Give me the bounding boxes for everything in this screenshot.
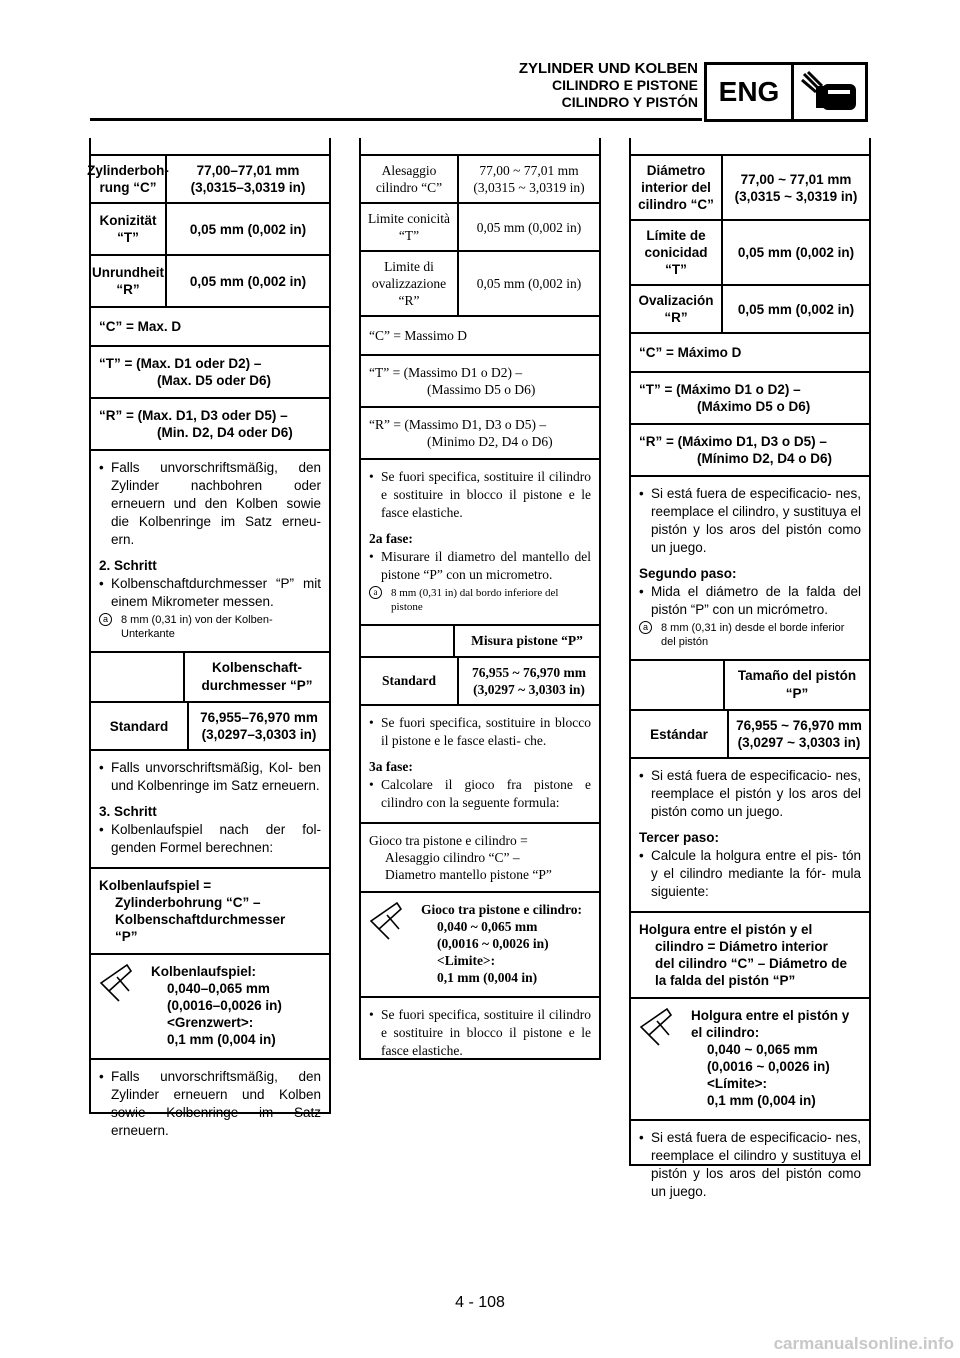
note-marker: a (99, 613, 112, 626)
formula-t: “T” = (Massimo D1 o D2) – (Massimo D5 o D6) (361, 356, 599, 408)
spec-label: Ovalización “R” (631, 286, 723, 332)
instructions-block (361, 706, 599, 824)
instructions-block (361, 460, 599, 626)
spec-row-taper (91, 204, 329, 256)
instructions-block (631, 759, 869, 913)
piston-size-table (631, 661, 869, 759)
limit-title: Gioco tra pistone e cilindro: (421, 902, 582, 917)
limit-title: Kolbenlaufspiel: (151, 964, 257, 979)
header-rule (90, 118, 702, 121)
list-item: • Si está fuera de especificacio- nes, reemplace el cilindro, y sustituya el pistón y los aros del pistón como un juego. (639, 486, 861, 555)
table-header: Kolbenschaft- durchmesser “P” (201, 660, 313, 693)
watermark: carmanualsonline.info (773, 1334, 954, 1353)
formula-c: “C” = Max. D (91, 308, 329, 347)
instructions-block (631, 1121, 869, 1211)
list-item: • Falls unvorschriftsmäßig, Kol- ben und Kolbenringe im Satz erneuern. (99, 760, 321, 793)
spec-value: 0,05 mm (0,002 in) (737, 245, 855, 260)
spec-label: Unrundheit “R” (91, 256, 167, 306)
spec-label: Alesaggio cilindro “C” (361, 156, 459, 202)
column-german (87, 138, 331, 1138)
list-item: • Calcule la holgura entre el pis- tón y el cilindro mediante la fór- mula siguiente: (639, 848, 861, 899)
caliper-icon (631, 999, 687, 1119)
spec-value: 0,05 mm (0,002 in) (476, 219, 582, 235)
note: a 8 mm (0,31 in) dal bordo inferiore del pistone (369, 586, 591, 614)
step-heading: 2. Schritt (99, 558, 157, 573)
note-marker: a (639, 621, 652, 634)
spec-label: Zylinderboh- rung “C” (91, 156, 167, 202)
piston-size-table (361, 626, 599, 706)
table-cell: 76,955 ~ 76,970 mm (3,0297 ~ 3,0303 in) (472, 665, 586, 697)
formula-t: “T” = (Max. D1 oder D2) – (Max. D5 oder D6) (91, 347, 329, 399)
list-item: • Si está fuera de especificacio- nes, reemplace el pistón y los aros del pistón como un juego. (639, 768, 861, 819)
spec-row-bore (631, 156, 869, 221)
list-item: • Se fuori specifica, sostituire in blocco il pistone e le fasce elasti- che. (369, 715, 591, 748)
formula-c: “C” = Máximo D (631, 334, 869, 373)
list-item: • Se fuori specifica, sostituire il cilindro e sostituire in blocco il pistone e le fasce elastiche. (369, 1007, 591, 1058)
table-cell: 76,955–76,970 mm (3,0297–3,0303 in) (200, 710, 318, 742)
formula-r: “R” = (Max. D1, D3 oder D5) – (Min. D2, D4 oder D6) (91, 399, 329, 451)
instructions-block (91, 751, 329, 869)
column-italian (359, 138, 601, 1060)
header-title-it: CILINDRO E PISTONE (552, 77, 698, 93)
table-cell: 76,955 ~ 76,970 mm (3,0297 ~ 3,0303 in) (736, 718, 862, 750)
formula-t: “T” = (Máximo D1 o D2) – (Máximo D5 o D6) (631, 373, 869, 425)
instructions-block (91, 1060, 329, 1150)
spec-label: Konizität “T” (91, 204, 167, 254)
list-item: • Si está fuera de especificacio- nes, reemplace el cilindro y sustituya el pistón y los aros del pistón como un juego. (639, 1130, 861, 1199)
spec-label: Limite conicità “T” (361, 204, 459, 250)
note-marker: a (369, 586, 382, 599)
note: a 8 mm (0,31 in) von der Kolben- Unterkante (99, 613, 321, 641)
spec-value: 77,00 ~ 77,01 mm (3,0315 ~ 3,0319 in) (734, 171, 858, 204)
list-item: • Kolbenlaufspiel nach der fol- genden Formel berechnen: (99, 822, 321, 855)
clearance-limit: Holgura entre el pistón y el cilindro: 0,040 ~ 0,065 mm (0,0016 ~ 0,0026 in) <Límite>: 0,1 mm (0,004 in) (631, 999, 869, 1121)
spec-row-out-of-round (631, 286, 869, 334)
list-item: • Se fuori specifica, sostituire il cilindro e sostituire in blocco il pistone e le fasce elastiche. (369, 469, 591, 520)
spec-row-out-of-round (91, 256, 329, 308)
piston-size-table (91, 653, 329, 751)
clearance-limit: Kolbenlaufspiel: 0,040–0,065 mm (0,0016–0,0026 in) <Grenzwert>: 0,1 mm (0,004 in) (91, 955, 329, 1060)
formula-r: “R” = (Máximo D1, D3 o D5) – (Mínimo D2, D4 o D6) (631, 425, 869, 477)
header-title-es: CILINDRO Y PISTÓN (561, 94, 698, 110)
formula-c: “C” = Massimo D (361, 317, 599, 356)
table-header: Misura pistone “P” (471, 633, 583, 648)
eng-badge (704, 62, 868, 122)
page-header-titles (519, 60, 698, 111)
spec-label: Diámetro interior del cilindro “C” (631, 156, 723, 219)
spray-can-icon (794, 65, 865, 119)
spec-row-out-of-round (361, 252, 599, 317)
table-header: Tamaño del pistón “P” (737, 668, 857, 701)
spec-value: 0,05 mm (0,002 in) (737, 301, 855, 317)
spec-value: 77,00–77,01 mm (3,0315–3,0319 in) (190, 163, 306, 195)
spec-value: 0,05 mm (0,002 in) (189, 273, 307, 289)
header-title-de: ZYLINDER UND KOLBEN (518, 60, 698, 77)
step-heading: Segundo paso: (639, 566, 737, 581)
clearance-formula: Holgura entre el pistón y el cilindro = Diámetro interior del cilindro “C” – Diámetro de la falda del pistón “P” (631, 913, 869, 999)
caliper-icon (361, 893, 417, 996)
instructions-block (361, 998, 599, 1070)
instructions-block (631, 477, 869, 661)
table-cell: Standard (361, 658, 459, 704)
spec-row-taper (361, 204, 599, 252)
spec-label: Limite di ovalizzazione “R” (361, 252, 459, 315)
spec-value: 0,05 mm (0,002 in) (189, 221, 307, 237)
list-item: • Kolbenschaftdurchmesser “P” mit einem Mikrometer messen. (99, 576, 321, 609)
list-item: • Mida el diámetro de la falda del pistón “P” con un micrómetro. (639, 584, 861, 617)
spec-value: 0,05 mm (0,002 in) (476, 276, 582, 291)
spec-row-bore (361, 156, 599, 204)
clearance-formula: Kolbenlaufspiel = Zylinderbohrung “C” – Kolbenschaftdurchmesser “P” (91, 869, 329, 955)
spec-value: 77,00 ~ 77,01 mm (3,0315 ~ 3,0319 in) (473, 163, 585, 195)
formula-r: “R” = (Massimo D1, D3 o D5) – (Minimo D2, D4 o D6) (361, 408, 599, 460)
list-item: • Falls unvorschriftsmäßig, den Zylinder erneuern und Kolben sowie Kolbenringe im Satz erneuern. (99, 1069, 321, 1138)
spec-row-bore (87, 156, 329, 204)
clearance-limit: Gioco tra pistone e cilindro: 0,040 ~ 0,065 mm (0,0016 ~ 0,0026 in) <Limite>: 0,1 mm (0,004 in) (361, 893, 599, 998)
note: a 8 mm (0,31 in) desde el borde inferior del pistón (639, 621, 861, 649)
step-heading: 3. Schritt (99, 804, 157, 819)
instructions-block (91, 451, 329, 653)
limit-title: Holgura entre el pistón y el cilindro: (691, 1008, 850, 1040)
column-spanish (629, 138, 871, 1199)
eng-badge-label: ENG (707, 65, 794, 119)
caliper-icon (91, 955, 147, 1058)
spec-label: Límite de conicidad “T” (631, 221, 723, 284)
spec-row-taper (631, 221, 869, 286)
clearance-formula: Gioco tra pistone e cilindro = Alesaggio cilindro “C” – Diametro mantello pistone “P” (361, 824, 599, 893)
page-number: 4 - 108 (455, 1294, 505, 1311)
step-heading: 2a fase: (369, 531, 413, 546)
step-heading: Tercer paso: (639, 830, 720, 845)
list-item: • Calcolare il gioco fra pistone e cilindro con la seguente formula: (369, 777, 591, 810)
table-cell: Estándar (631, 711, 729, 757)
step-heading: 3a fase: (369, 759, 413, 774)
list-item: • Falls unvorschriftsmäßig, den Zylinder nachbohren oder erneuern und den Kolben sowie die Kolbenringe im Satz erneu- ern. (99, 460, 321, 547)
table-cell: Standard (91, 703, 189, 749)
list-item: • Misurare il diametro del mantello del pistone “P” con un micrometro. (369, 549, 591, 582)
